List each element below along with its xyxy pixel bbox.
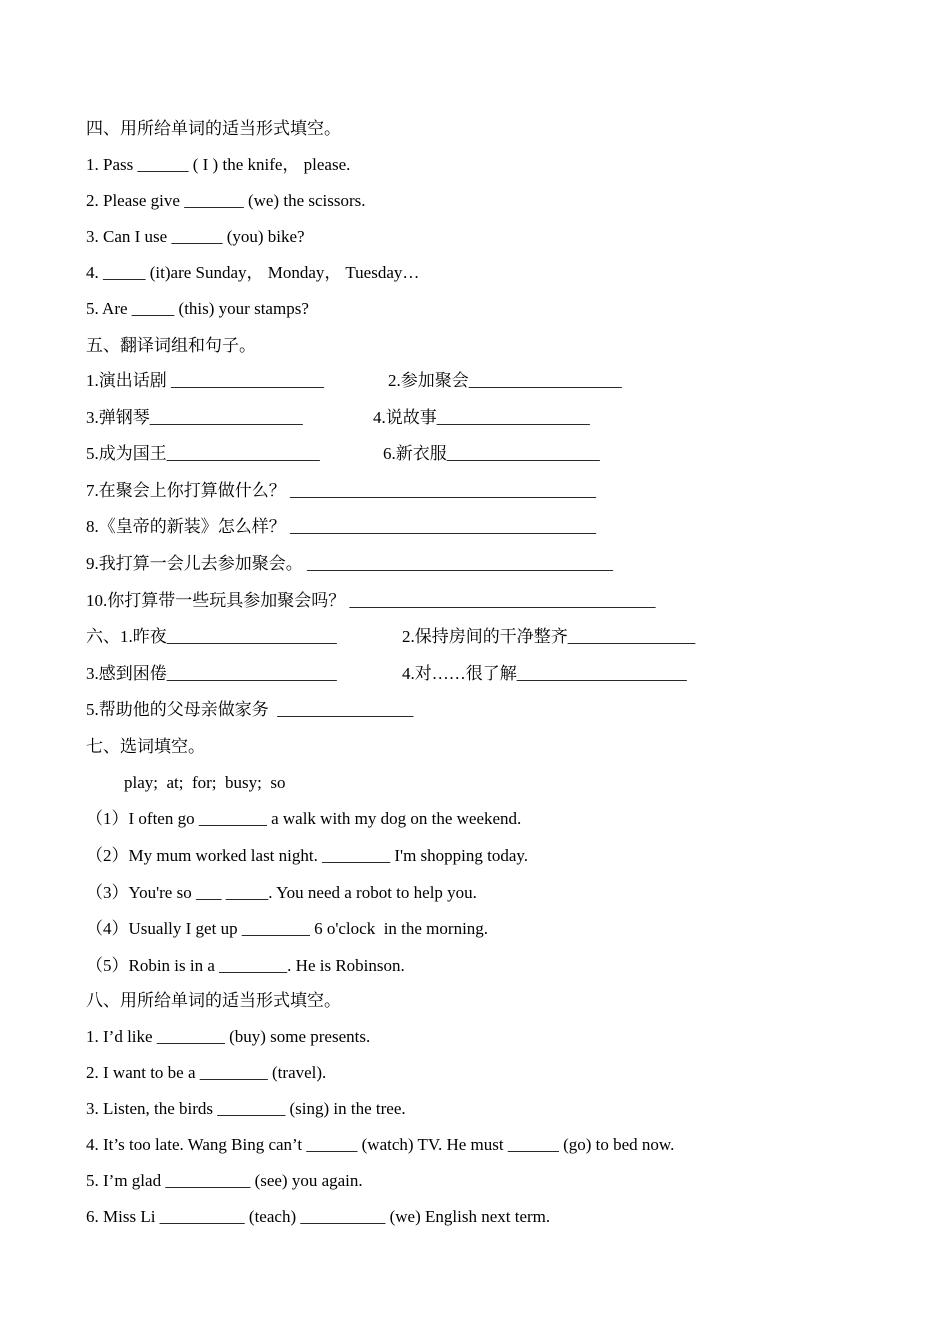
section-4-item-4: 4. _____ (it)are Sunday， Monday， Tuesday… bbox=[86, 263, 420, 282]
section-5-item-3: 3.弹钢琴__________________ bbox=[86, 408, 303, 427]
section-4-item-5: 5. Are _____ (this) your stamps? bbox=[86, 299, 309, 318]
section-6-item-5: 5.帮助他的父母亲做家务 ________________ bbox=[86, 700, 414, 719]
section-5-item-7: 7.在聚会上你打算做什么？ ____________________________________ bbox=[86, 481, 596, 500]
section-7-item-3: （3）You're so ___ _____. You need a robot to help you. bbox=[86, 883, 477, 902]
section-4-heading: 四、用所给单词的适当形式填空。 bbox=[86, 119, 341, 138]
section-5-item-6: 6.新衣服__________________ bbox=[383, 444, 600, 463]
section-5-item-4: 4.说故事__________________ bbox=[373, 408, 590, 427]
section-5-item-10: 10.你打算带一些玩具参加聚会吗？ ____________________________________ bbox=[86, 591, 656, 610]
section-7-item-4: （4）Usually I get up ________ 6 o'clock in the morning. bbox=[86, 919, 489, 938]
section-4-item-2: 2. Please give _______ (we) the scissors. bbox=[86, 191, 366, 210]
section-8-item-6: 6. Miss Li __________ (teach) __________ (we) English next term. bbox=[86, 1207, 551, 1226]
section-5-item-5: 5.成为国王__________________ bbox=[86, 444, 320, 463]
section-7-item-2: （2）My mum worked last night. ________ I'm shopping today. bbox=[86, 846, 529, 865]
section-5-item-8: 8.《皇帝的新装》怎么样？ ____________________________________ bbox=[86, 517, 596, 536]
section-6-item-1: 六、1.昨夜____________________ bbox=[86, 627, 337, 646]
section-5-item-1: 1.演出话剧 __________________ bbox=[86, 371, 324, 390]
section-8-item-5: 5. I’m glad __________ (see) you again. bbox=[86, 1171, 363, 1190]
section-8-item-3: 3. Listen, the birds ________ (sing) in the tree. bbox=[86, 1099, 406, 1118]
section-8-item-4: 4. It’s too late. Wang Bing can’t ______ (watch) TV. He must ______ (go) to bed now. bbox=[86, 1135, 675, 1154]
section-8-item-2: 2. I want to be a ________ (travel). bbox=[86, 1063, 327, 1082]
section-7-item-5: （5）Robin is in a ________. He is Robinson. bbox=[86, 956, 405, 975]
section-7-heading: 七、选词填空。 bbox=[86, 737, 205, 756]
section-6-item-4: 4.对……很了解____________________ bbox=[402, 664, 687, 683]
section-4-item-1: 1. Pass ______ ( I ) the knife， please. bbox=[86, 155, 351, 174]
section-8-heading: 八、用所给单词的适当形式填空。 bbox=[86, 991, 341, 1010]
section-5-item-2: 2.参加聚会__________________ bbox=[388, 371, 622, 390]
section-7-word-bank: play; at; for; busy; so bbox=[124, 773, 286, 792]
section-5-item-9: 9.我打算一会儿去参加聚会。 ____________________________________ bbox=[86, 554, 613, 573]
section-8-item-1: 1. I’d like ________ (buy) some presents. bbox=[86, 1027, 371, 1046]
section-5-heading: 五、翻译词组和句子。 bbox=[86, 336, 256, 355]
section-4-item-3: 3. Can I use ______ (you) bike? bbox=[86, 227, 305, 246]
section-6-item-2: 2.保持房间的干净整齐_______________ bbox=[402, 627, 696, 646]
section-6-item-3: 3.感到困倦____________________ bbox=[86, 664, 337, 683]
section-7-item-1: （1）I often go ________ a walk with my dog on the weekend. bbox=[86, 809, 522, 828]
